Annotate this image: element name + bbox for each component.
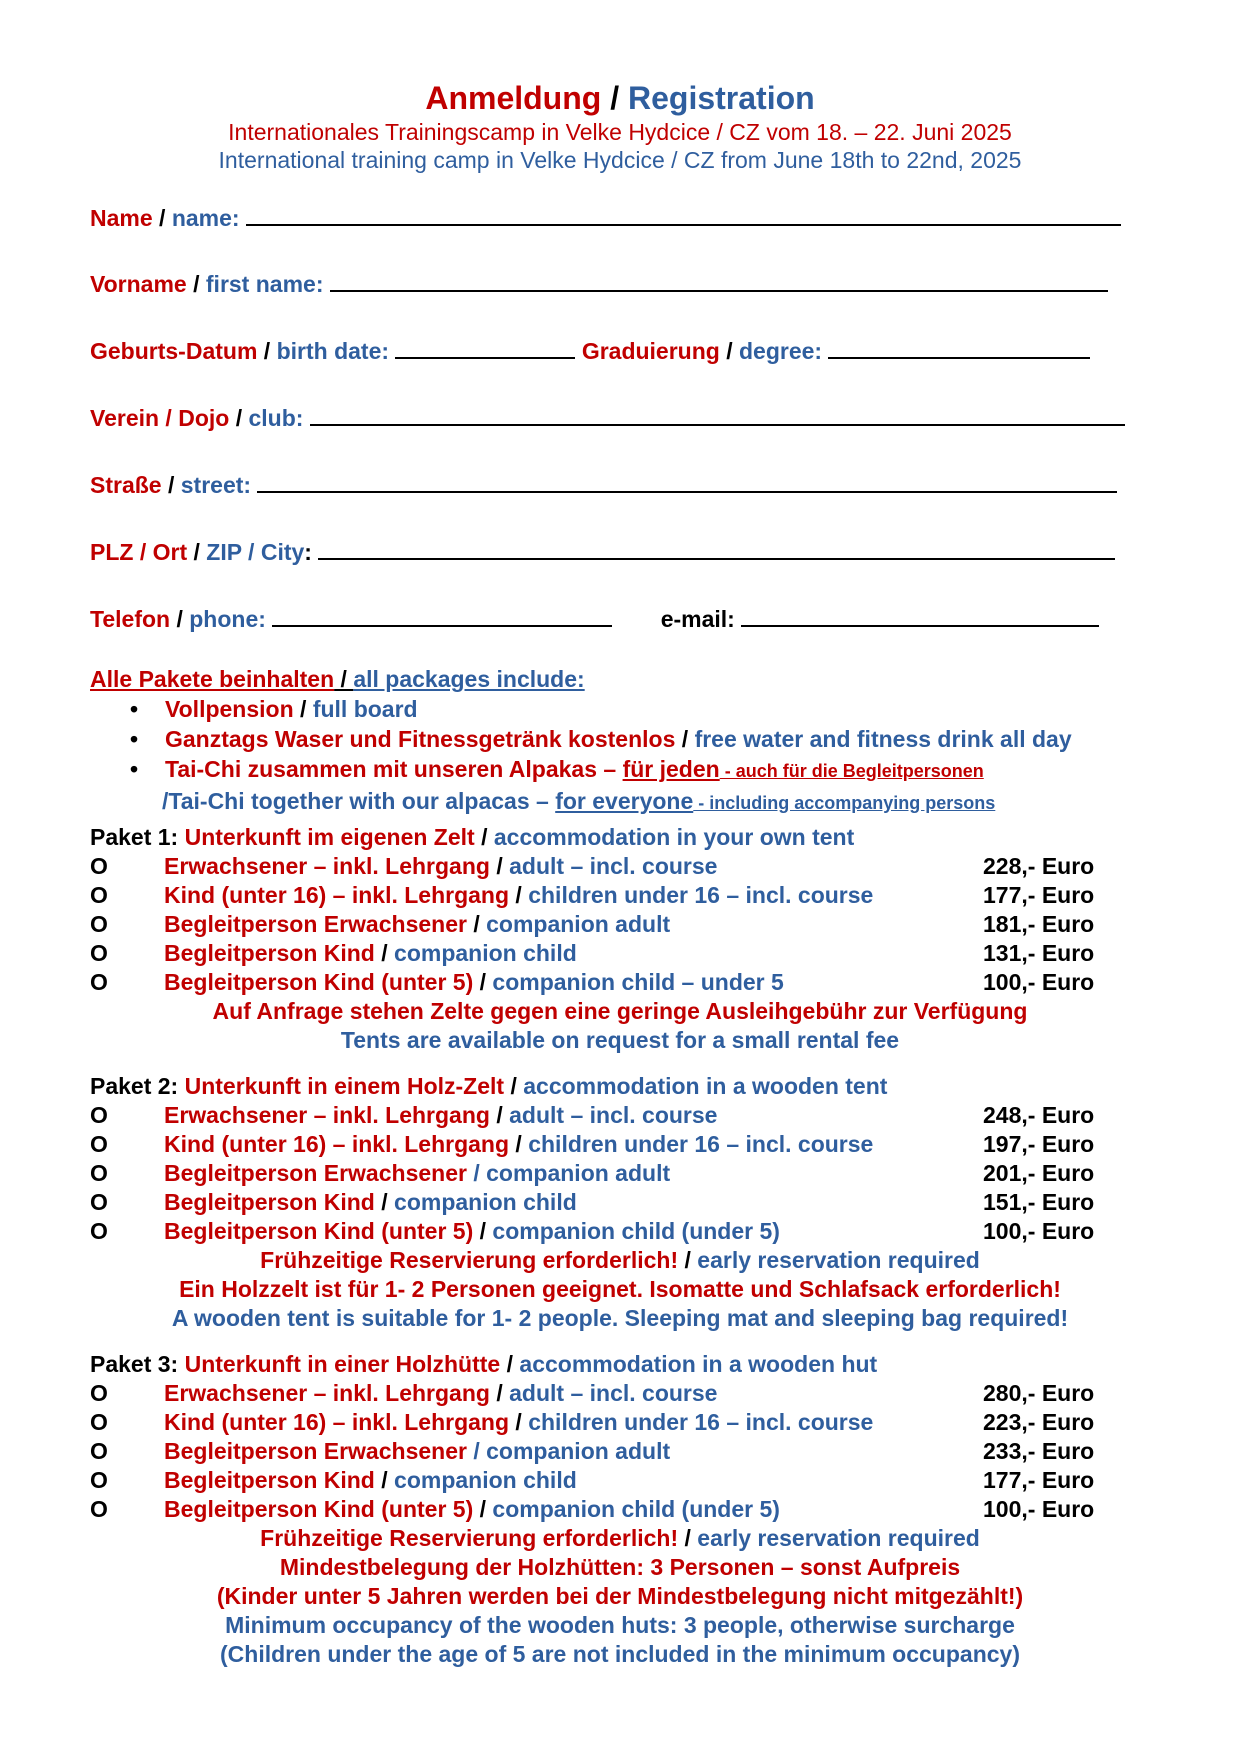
price: 197,- Euro	[983, 1131, 1095, 1157]
includes-list	[90, 694, 1072, 818]
list-item: /Tai-Chi together with our alpacas – for everyone - including accompanying persons	[162, 788, 996, 814]
bullet-icon: •	[130, 756, 139, 782]
package-option-row: O Kind (unter 16) – inkl. Lehrgang / children under 16 – incl. course 223,- Euro	[90, 1409, 1095, 1435]
list-item: • Tai-Chi zusammen mit unseren Alpakas – für jeden - auch für die Begleitpersonen	[130, 756, 984, 782]
option-checkbox[interactable]: O	[90, 1189, 108, 1215]
price: 201,- Euro	[983, 1160, 1095, 1186]
list-item: • Ganztags Waser und Fitnessgetränk kostenlos / free water and fitness drink all day	[130, 726, 1072, 752]
package-option-row: O Erwachsener – inkl. Lehrgang / adult – incl. course 280,- Euro	[90, 1380, 1095, 1406]
option-checkbox[interactable]: O	[90, 882, 108, 908]
package-note: Ein Holzzelt ist für 1- 2 Personen geeignet. Isomatte und Schlafsack erforderlich!	[179, 1276, 1061, 1302]
price: 280,- Euro	[983, 1380, 1095, 1406]
birth-degree-field-row: Geburts-Datum / birth date: Graduierung / degree:	[90, 335, 1090, 366]
package-1	[90, 822, 1150, 1055]
package-option-row: O Kind (unter 16) – inkl. Lehrgang / children under 16 – incl. course 177,- Euro	[90, 882, 1095, 908]
option-checkbox[interactable]: O	[90, 911, 108, 937]
package-note: A wooden tent is suitable for 1- 2 people. Sleeping mat and sleeping bag required!	[171, 1305, 1069, 1331]
degree-input-line[interactable]	[828, 335, 1090, 359]
package-note: Tents are available on request for a small rental fee	[340, 1027, 900, 1053]
price: 233,- Euro	[983, 1438, 1095, 1464]
price: 100,- Euro	[983, 969, 1095, 995]
package-heading: Paket 3: Unterkunft in einer Holzhütte / accommodation in a wooden hut	[90, 1351, 878, 1377]
package-note: Minimum occupancy of the wooden huts: 3 people, otherwise surcharge	[225, 1612, 1015, 1638]
package-note: Mindestbelegung der Holzhütten: 3 Personen – sonst Aufpreis	[279, 1554, 961, 1580]
package-option-row: O Erwachsener – inkl. Lehrgang / adult – incl. course 228,- Euro	[90, 853, 1095, 879]
package-option-row: O Begleitperson Kind (unter 5) / companion child – under 5 100,- Euro	[90, 969, 1095, 995]
name-field-row: Name / name:	[90, 202, 1121, 233]
option-checkbox[interactable]: O	[90, 1160, 108, 1186]
package-note: Frühzeitige Reservierung erforderlich! / early reservation required	[260, 1247, 980, 1273]
price: 151,- Euro	[983, 1189, 1095, 1215]
package-option-row: O Begleitperson Kind (unter 5) / companion child (under 5) 100,- Euro	[90, 1496, 1095, 1522]
club-input-line[interactable]	[310, 402, 1125, 426]
price: 100,- Euro	[983, 1218, 1095, 1244]
includes-heading: Alle Pakete beinhalten / all packages include:	[90, 666, 585, 692]
price: 248,- Euro	[983, 1102, 1095, 1128]
price: 181,- Euro	[983, 911, 1095, 937]
package-option-row: O Begleitperson Erwachsener / companion adult 233,- Euro	[90, 1438, 1095, 1464]
package-option-row: O Begleitperson Kind (unter 5) / companion child (under 5) 100,- Euro	[90, 1218, 1095, 1244]
option-checkbox[interactable]: O	[90, 1380, 108, 1406]
price: 100,- Euro	[983, 1496, 1095, 1522]
list-item: • Vollpension / full board	[130, 696, 418, 722]
package-3	[90, 1349, 1150, 1669]
package-note: (Children under the age of 5 are not included in the minimum occupancy)	[220, 1641, 1020, 1667]
price: 177,- Euro	[983, 882, 1095, 908]
package-option-row: O Begleitperson Kind / companion child 177,- Euro	[90, 1467, 1095, 1493]
phone-input-line[interactable]	[272, 603, 612, 627]
package-option-row: O Kind (unter 16) – inkl. Lehrgang / children under 16 – incl. course 197,- Euro	[90, 1131, 1095, 1157]
option-checkbox[interactable]: O	[90, 1409, 108, 1435]
package-option-row: O Erwachsener – inkl. Lehrgang / adult – incl. course 248,- Euro	[90, 1102, 1095, 1128]
phone-email-field-row: Telefon / phone: e-mail:	[90, 603, 1099, 634]
package-note: Frühzeitige Reservierung erforderlich! / early reservation required	[260, 1525, 980, 1551]
bullet-icon: •	[130, 726, 139, 752]
title-en: Registration	[627, 80, 815, 116]
option-checkbox[interactable]: O	[90, 969, 108, 995]
package-heading: Paket 1: Unterkunft im eigenen Zelt / accommodation in your own tent	[90, 824, 855, 850]
street-field-row: Straße / street:	[90, 469, 1117, 500]
price: 177,- Euro	[983, 1467, 1095, 1493]
option-checkbox[interactable]: O	[90, 1438, 108, 1464]
price: 223,- Euro	[983, 1409, 1095, 1435]
package-option-row: O Begleitperson Erwachsener / companion adult 201,- Euro	[90, 1160, 1095, 1186]
subtitle-de: Internationales Trainingscamp in Velke Hydcice / CZ vom 18. – 22. Juni 2025	[228, 119, 1012, 145]
email-input-line[interactable]	[741, 603, 1099, 627]
package-2	[90, 1071, 1150, 1333]
package-option-row: O Begleitperson Kind / companion child 151,- Euro	[90, 1189, 1095, 1215]
bullet-icon: •	[130, 696, 139, 722]
birth-date-input-line[interactable]	[395, 335, 575, 359]
price: 131,- Euro	[983, 940, 1095, 966]
street-input-line[interactable]	[257, 469, 1117, 493]
option-checkbox[interactable]: O	[90, 853, 108, 879]
option-checkbox[interactable]: O	[90, 940, 108, 966]
package-heading: Paket 2: Unterkunft in einem Holz-Zelt / accommodation in a wooden tent	[90, 1073, 888, 1099]
package-note: (Kinder unter 5 Jahren werden bei der Mindestbelegung nicht mitgezählt!)	[216, 1583, 1024, 1609]
zip-city-input-line[interactable]	[318, 536, 1115, 560]
package-option-row: O Begleitperson Kind / companion child 131,- Euro	[90, 940, 1095, 966]
club-field-row: Verein / Dojo / club:	[90, 402, 1125, 433]
option-checkbox[interactable]: O	[90, 1496, 108, 1522]
price: 228,- Euro	[983, 853, 1095, 879]
first-name-input-line[interactable]	[330, 268, 1108, 292]
option-checkbox[interactable]: O	[90, 1467, 108, 1493]
name-input-line[interactable]	[246, 202, 1121, 226]
page-title: Anmeldung / Registration	[425, 80, 815, 116]
first-name-field-row: Vorname / first name:	[90, 268, 1108, 299]
option-checkbox[interactable]: O	[90, 1102, 108, 1128]
zip-city-field-row: PLZ / Ort / ZIP / City:	[90, 536, 1115, 567]
package-note: Auf Anfrage stehen Zelte gegen eine geringe Ausleihgebühr zur Verfügung	[212, 998, 1028, 1024]
subtitle-en: International training camp in Velke Hydcice / CZ from June 18th to 22nd, 2025	[218, 147, 1022, 173]
package-option-row: O Begleitperson Erwachsener / companion adult 181,- Euro	[90, 911, 1095, 937]
title-de: Anmeldung	[425, 80, 602, 116]
option-checkbox[interactable]: O	[90, 1218, 108, 1244]
option-checkbox[interactable]: O	[90, 1131, 108, 1157]
